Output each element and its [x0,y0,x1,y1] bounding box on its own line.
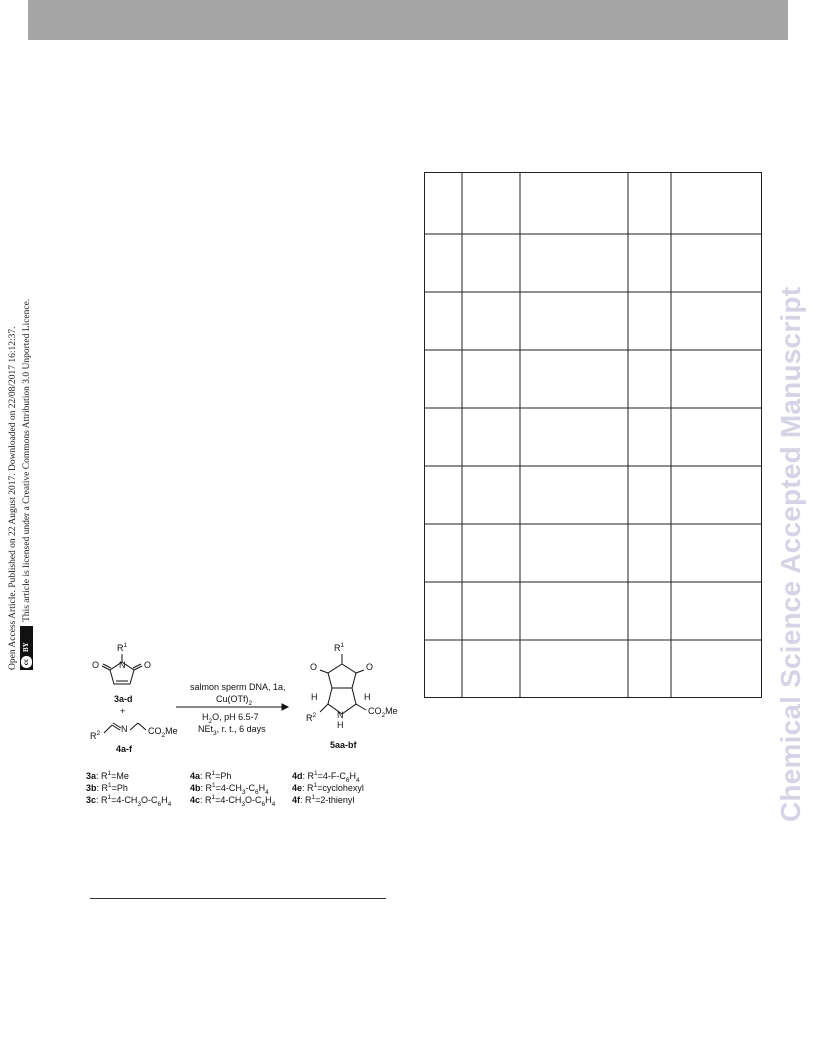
cc-by-badge[interactable] [20,626,33,670]
product-o-left: O [310,662,318,672]
imine-r2: $R^2$ [90,730,101,741]
reaction-scheme [80,640,398,840]
reagent-3-id: 3a-d [114,694,133,704]
watermark-text: Chemical Science Accepted Manuscript [775,286,806,822]
results-table [424,172,762,698]
open-access-notice [6,210,42,670]
legend-4f: 4f: $R^1=2$-thienyl [292,794,355,805]
accepted-manuscript-watermark [762,230,812,830]
legend-4e: 4e: $R^1=cyclohexyl$ [292,782,364,793]
legend-4b: 4b: $R^1=4-CH_3-C_6H_4$ [190,782,269,796]
table-border [425,173,762,698]
header-bar [28,0,788,40]
footnote-rule [90,898,386,899]
legend-3c: 3c: $R^1=4-CH_3O-C_6H_4$ [86,794,172,808]
product-h-right: H [364,692,371,702]
by-label: BY [22,642,31,652]
product-h-left: H [311,692,318,702]
product-ester: $CO_2Me$ [368,706,398,719]
product-r1: $R^1$ [334,642,345,653]
product-nh: N H [337,710,344,730]
maleimide-n: N [119,660,126,670]
maleimide-r1: $R^1$ [117,642,128,653]
product-r2: $R^2$ [306,712,317,723]
maleimide-o-left: O [92,660,100,670]
conditions-line-4: NEt$_3$, r. t., 6 days [198,724,266,737]
product-id: 5aa-bf [330,740,357,750]
licence-text[interactable]: This article is licensed under a Creative Commons Attribution 3.0 Unported Licence. [22,298,32,622]
cc-icon: cc [21,656,32,668]
conditions-line-1: salmon sperm DNA, 1a, [190,682,286,692]
product-structure [320,654,366,714]
open-access-line[interactable]: Open Access Article. Published on 22 August 2017. Downloaded on 22/08/2017 16:12:37. [8,326,18,670]
table-grid [424,172,762,698]
conditions-line-2: $Cu(OTf)_2$ [216,694,253,707]
legend-4d: 4d: $R^1=4-F-C_6H_4$ [292,770,360,784]
legend-4a: 4a: $R^1=Ph$ [190,770,232,781]
conditions-line-3: $H_2O$, pH 6.5-7 [202,712,259,725]
plus-sign: + [120,706,126,716]
product-o-right: O [366,662,374,672]
legend-3b: 3b: $R^1=Ph$ [86,782,128,793]
imine-ester: $CO_2Me$ [148,726,178,739]
imine-n: N [121,724,128,734]
legend-4c: 4c: $R^1=4-CH_3O-C_6H_4$ [190,794,276,808]
licence-line [20,210,34,670]
reagent-4-id: 4a-f [116,744,133,754]
maleimide-o-right: O [144,660,152,670]
legend-3a: 3a: $R^1=Me$ [86,770,129,781]
